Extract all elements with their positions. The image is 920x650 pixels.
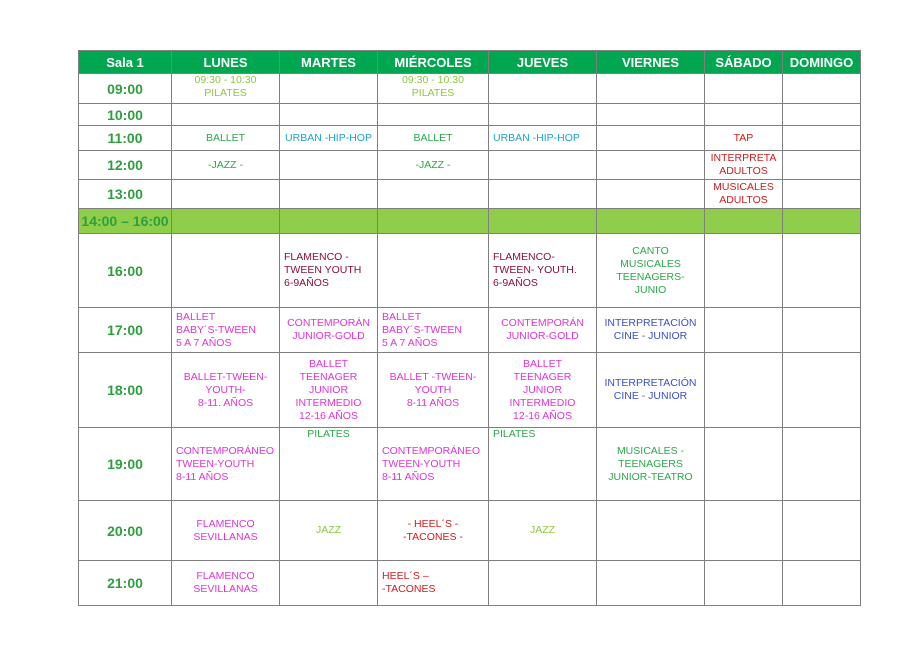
class-cell-viernes xyxy=(597,151,705,180)
class-name: JAZZ xyxy=(529,524,556,536)
schedule-row xyxy=(79,151,861,180)
class-name: 09:30 - 10:30 PILATES xyxy=(402,74,464,99)
class-name: INTERPRETACIÓN CINE - JUNIOR xyxy=(604,317,697,342)
class-cell-martes xyxy=(280,180,378,209)
class-cell-jueves xyxy=(489,126,597,151)
class-name: MUSICALES - TEENAGERS JUNIOR-TEATRO xyxy=(608,444,693,483)
class-cell-domingo xyxy=(783,74,861,104)
class-name: FLAMENCO SEVILLANAS xyxy=(193,570,258,595)
class-cell-domingo xyxy=(783,209,861,234)
class-cell-miercoles xyxy=(378,126,489,151)
class-cell-martes xyxy=(280,308,378,353)
class-cell-lunes xyxy=(172,353,280,428)
class-cell-martes xyxy=(280,126,378,151)
schedule-row xyxy=(79,353,861,428)
schedule-row xyxy=(79,428,861,501)
class-cell-sabado xyxy=(705,308,783,353)
class-name: BALLET TEENAGER JUNIOR INTERMEDIO 12-16 AÑOS xyxy=(295,357,362,422)
class-cell-viernes xyxy=(597,74,705,104)
class-name: -JAZZ - xyxy=(208,158,243,171)
schedule-row xyxy=(79,104,861,126)
header-day-miercoles: MIÉRCOLES xyxy=(378,51,489,74)
class-name: JAZZ xyxy=(315,524,342,536)
class-cell-domingo xyxy=(783,234,861,308)
header-day-viernes: VIERNES xyxy=(597,51,705,74)
class-cell-viernes xyxy=(597,308,705,353)
class-cell-miercoles xyxy=(378,561,489,606)
class-cell-lunes xyxy=(172,209,280,234)
class-cell-lunes xyxy=(172,126,280,151)
class-cell-jueves xyxy=(489,74,597,104)
class-cell-viernes xyxy=(597,180,705,209)
class-name: PILATES xyxy=(307,428,350,440)
schedule-row xyxy=(79,74,861,104)
class-cell-miercoles xyxy=(378,209,489,234)
schedule-row xyxy=(79,180,861,209)
class-name: MUSICALES ADULTOS xyxy=(713,181,774,206)
class-name: CONTEMPORÁN JUNIOR-GOLD xyxy=(501,317,584,342)
class-cell-martes xyxy=(280,104,378,126)
header-day-martes: MARTES xyxy=(280,51,378,74)
class-cell-domingo xyxy=(783,126,861,151)
header-day-lunes: LUNES xyxy=(172,51,280,74)
class-name: CONTEMPORÁNEO TWEEN-YOUTH 8-11 AÑOS xyxy=(382,444,481,483)
class-cell-martes xyxy=(280,428,378,501)
class-cell-martes xyxy=(280,234,378,308)
header-row xyxy=(79,51,861,74)
class-cell-sabado xyxy=(705,151,783,180)
class-cell-lunes xyxy=(172,180,280,209)
class-cell-sabado xyxy=(705,104,783,126)
class-name: INTERPRETACIÓN CINE - JUNIOR xyxy=(604,377,697,402)
class-cell-jueves xyxy=(489,104,597,126)
class-cell-domingo xyxy=(783,561,861,606)
class-cell-sabado xyxy=(705,74,783,104)
time-label: 21:00 xyxy=(79,561,172,606)
class-cell-martes xyxy=(280,151,378,180)
class-cell-viernes xyxy=(597,501,705,561)
time-label: 18:00 xyxy=(79,353,172,428)
class-name: BALLET BABY´S-TWEEN 5 A 7 AÑOS xyxy=(176,310,256,349)
class-cell-jueves xyxy=(489,561,597,606)
class-cell-sabado xyxy=(705,353,783,428)
class-cell-jueves xyxy=(489,209,597,234)
class-cell-lunes xyxy=(172,104,280,126)
class-cell-jueves xyxy=(489,151,597,180)
class-cell-miercoles xyxy=(378,151,489,180)
class-cell-domingo xyxy=(783,308,861,353)
schedule-row xyxy=(79,308,861,353)
class-name: HEEL´S – -TACONES xyxy=(382,570,436,595)
class-cell-domingo xyxy=(783,104,861,126)
class-name: FLAMENCO- TWEEN- YOUTH. 6-9AÑOS xyxy=(493,251,577,289)
class-name: BALLET xyxy=(205,131,246,144)
class-cell-domingo xyxy=(783,151,861,180)
class-cell-martes xyxy=(280,353,378,428)
class-cell-miercoles xyxy=(378,501,489,561)
class-name: PILATES xyxy=(493,428,536,440)
class-cell-sabado xyxy=(705,234,783,308)
class-cell-lunes xyxy=(172,308,280,353)
class-cell-domingo xyxy=(783,501,861,561)
class-cell-sabado xyxy=(705,428,783,501)
header-room: Sala 1 xyxy=(79,51,172,74)
class-cell-domingo xyxy=(783,353,861,428)
class-name: FLAMENCO SEVILLANAS xyxy=(193,517,258,543)
class-name: BALLET TEENAGER JUNIOR INTERMEDIO 12-16 AÑOS xyxy=(509,357,576,422)
class-cell-lunes xyxy=(172,561,280,606)
time-label: 20:00 xyxy=(79,501,172,561)
class-cell-sabado xyxy=(705,126,783,151)
class-cell-viernes xyxy=(597,209,705,234)
class-cell-viernes xyxy=(597,234,705,308)
time-label: 09:00 xyxy=(79,74,172,104)
class-name: BALLET -TWEEN- YOUTH 8-11 AÑOS xyxy=(389,370,477,409)
class-name: CONTEMPORÁN JUNIOR-GOLD xyxy=(287,317,370,342)
class-cell-sabado xyxy=(705,180,783,209)
class-cell-lunes xyxy=(172,74,280,104)
class-cell-jueves xyxy=(489,501,597,561)
class-name: CANTO MUSICALES TEENAGERS-JUNIO xyxy=(616,244,685,296)
time-label: 16:00 xyxy=(79,234,172,308)
class-name: BALLET-TWEEN- YOUTH- 8-11. AÑOS xyxy=(183,370,268,409)
class-cell-lunes xyxy=(172,428,280,501)
class-cell-jueves xyxy=(489,180,597,209)
class-cell-martes xyxy=(280,561,378,606)
class-cell-sabado xyxy=(705,501,783,561)
class-cell-viernes xyxy=(597,126,705,151)
class-name: - HEEL´S - -TACONES - xyxy=(403,517,463,543)
schedule-header xyxy=(79,51,861,74)
time-label: 19:00 xyxy=(79,428,172,501)
class-cell-jueves xyxy=(489,234,597,308)
class-cell-viernes xyxy=(597,561,705,606)
schedule-row xyxy=(79,126,861,151)
break-row xyxy=(79,209,861,234)
class-cell-jueves xyxy=(489,308,597,353)
class-name: BALLET BABY´S-TWEEN 5 A 7 AÑOS xyxy=(382,310,462,349)
class-cell-miercoles xyxy=(378,428,489,501)
class-cell-lunes xyxy=(172,501,280,561)
class-cell-martes xyxy=(280,209,378,234)
class-cell-domingo xyxy=(783,180,861,209)
class-cell-miercoles xyxy=(378,353,489,428)
class-cell-lunes xyxy=(172,234,280,308)
class-cell-viernes xyxy=(597,353,705,428)
class-name: URBAN -HIP-HOP xyxy=(493,131,580,144)
class-name: FLAMENCO - TWEEN YOUTH 6-9AÑOS xyxy=(284,251,362,289)
class-name: TAP xyxy=(733,131,754,144)
class-cell-lunes xyxy=(172,151,280,180)
class-cell-martes xyxy=(280,501,378,561)
time-label: 17:00 xyxy=(79,308,172,353)
class-cell-miercoles xyxy=(378,234,489,308)
class-cell-domingo xyxy=(783,428,861,501)
class-cell-martes xyxy=(280,74,378,104)
time-label: 11:00 xyxy=(79,126,172,151)
time-label: 13:00 xyxy=(79,180,172,209)
header-day-domingo: DOMINGO xyxy=(783,51,861,74)
class-cell-miercoles xyxy=(378,104,489,126)
class-name: -JAZZ - xyxy=(415,158,451,171)
schedule-row xyxy=(79,501,861,561)
class-name: 09:30 - 10:30 PILATES xyxy=(194,74,257,99)
schedule-body xyxy=(79,74,861,606)
header-day-jueves: JUEVES xyxy=(489,51,597,74)
schedule-row xyxy=(79,561,861,606)
class-cell-jueves xyxy=(489,428,597,501)
class-name: URBAN -HIP-HOP xyxy=(285,131,372,144)
class-cell-miercoles xyxy=(378,74,489,104)
class-cell-miercoles xyxy=(378,180,489,209)
schedule-table xyxy=(78,50,861,606)
class-cell-sabado xyxy=(705,209,783,234)
class-name: BALLET xyxy=(413,131,453,144)
schedule-row xyxy=(79,234,861,308)
time-label: 14:00 – 16:00 xyxy=(79,209,172,234)
class-cell-miercoles xyxy=(378,308,489,353)
class-cell-sabado xyxy=(705,561,783,606)
time-label: 12:00 xyxy=(79,151,172,180)
class-cell-viernes xyxy=(597,428,705,501)
class-cell-jueves xyxy=(489,353,597,428)
class-name: CONTEMPORÁNEO TWEEN-YOUTH 8-11 AÑOS xyxy=(176,444,275,483)
class-cell-viernes xyxy=(597,104,705,126)
time-label: 10:00 xyxy=(79,104,172,126)
class-name: INTERPRETA ADULTOS xyxy=(710,152,777,177)
header-day-sabado: SÁBADO xyxy=(705,51,783,74)
